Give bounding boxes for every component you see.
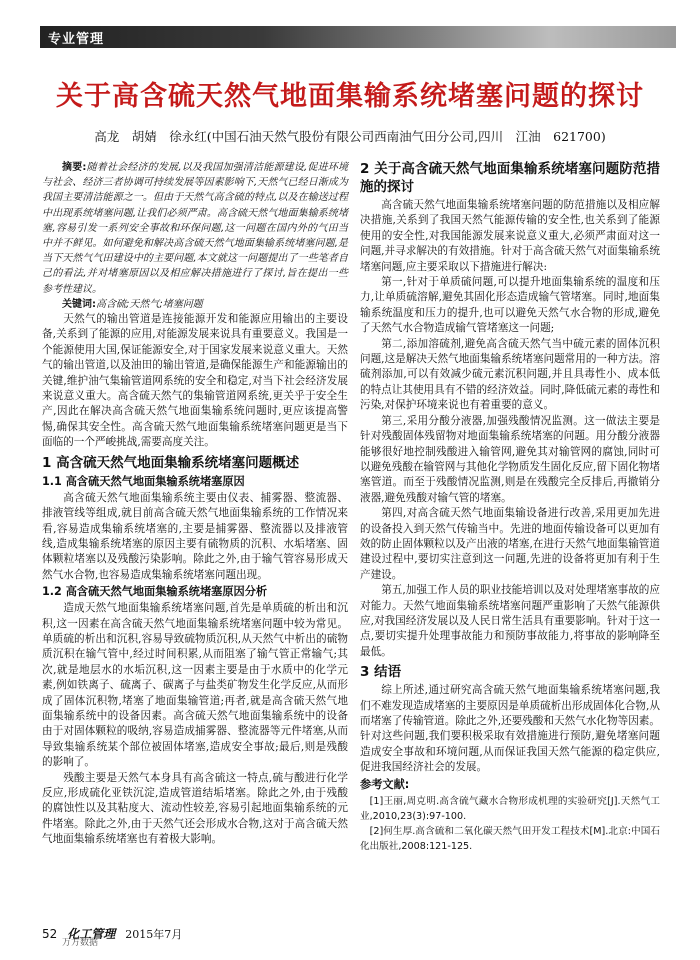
section-2-intro: 高含硫天然气地面集输系统堵塞问题的防范措施以及相应解决措施,关系到了我国天然气能源传输的安全性,也关系到了能源使用的安全性,对我国能源发展来说意义重大,必须严肃面对这一问题,并寻求解决的有效措施。针对于高含硫天然气对面集输系统堵塞问题,应主要采取以下措施进行解决: — [360, 199, 660, 273]
section-1-2-paragraph-a: 造成天然气地面集输系统堵塞问题,首先是单质硫的析出和沉积,这一因素在高含硫天然气地面集输系统堵塞问题中较为常见。单质硫的析出和沉积,容易导致硫物质沉积,从天然气中析出的硫物质沉积在输气管中,经过时间积累,从而阻塞了输气管正常输气;其次,就是地层水的水垢沉积,这一因素主要是由于水质中的化学元素,例如铁离子、硫离子、碳离子与盐类矿物发生化学反应,从而形成了固体沉积物,堵塞了地面集输管道;再者,就是高含硫天然气地面集输系统中的设备因素。高含硫天然气地面集输系统中的设备由于对固体颗粒的吸纳,容易造成捕雾器、整流器等元件堵塞,从而导致集输系统某个部位被固体堵塞,造成安全事故;最后,则是残酸的影响了。 — [42, 602, 348, 769]
section-1-2-paragraph-b: 残酸主要是天然气本身具有高含硫这一特点,硫与酸进行化学反应,形成硫化亚铁沉淀,造成管道结垢堵塞。除此之外,由于残酸的腐蚀性以及其粘度大、流动性较差,容易引起地面集输系统的元件堵塞。除此之外,由于天然气还会形成水合物,这对于高含硫天然气地面集输系统堵塞也有着极大影响。 — [42, 771, 348, 846]
keywords-label: 关键词: — [62, 298, 96, 310]
right-column — [360, 160, 660, 854]
section-2-point-5: 第五,加强工作人员的职业技能培训以及对处理堵塞事故的应对能力。天然气地面集输系统堵塞问题严重影响了天然气能源供应,对我国经济发展以及人民日常生活具有重要影响。针对于这一点,要切实提升处理事故能力和预防事故能力,将事故的影响降至最低。 — [360, 584, 660, 658]
abstract — [42, 160, 348, 297]
section-banner — [40, 26, 676, 48]
authors-affiliation: 高龙 胡婧 徐永红(中国石油天然气股份有限公司西南油气田分公司,四川 江油 621700) — [94, 129, 606, 144]
keywords-text: 高含硫;天然气;堵塞问题 — [96, 298, 203, 310]
section-2-heading: 2 关于高含硫天然气地面集输系统堵塞问题防范措施的探讨 — [360, 161, 660, 195]
section-1-1-paragraph: 高含硫天然气地面集输系统主要由仪表、捕雾器、整流器、排液管线等组成,就目前高含硫天然气地面集输系统的工作情况来看,容易造成集输系统堵塞的,主要是捕雾器、整流器以及排液管线,造成集输系统堵塞的原因主要有硫物质的沉积、水垢堵塞、固体颗粒堵塞以及残酸污染影响。除此之外,由于输气管容易形成天然气水合物,也容易造成集输系统堵塞问题出现。 — [42, 491, 348, 581]
abstract-label: 摘要: — [62, 162, 87, 173]
journal-logo: 化工管理 — [67, 927, 116, 941]
section-3-heading: 3 结语 — [360, 664, 402, 681]
section-1-2-heading: 1.2 高含硫天然气地面集输系统堵塞原因分析 — [42, 585, 268, 599]
conclusion-paragraph: 综上所述,通过研究高含硫天然气地面集输系统堵塞问题,我们不难发现造成堵塞的主要原因是单质硫析出形成固体化合物,从而堵塞了传输管道。除此之外,还要残酸和天然气水化物等因素。针对这些问题,我们要积极采取有效措施进行预防,避免堵塞问题造成安全事故和环境问题,从而保证我国天然气能源的稳定供应,促进我国经济社会的发展。 — [360, 684, 660, 774]
abstract-text: 随着社会经济的发展,以及我国加强清洁能源建设,促进环境与社会、经济三者协调可持续发展等因素影响下,天然气已经日渐成为我国主要清洁能源之一。但由于天然气高含硫的特点,以及在输送过程中出现系统堵塞问题,让我们必须严肃。高含硫天然气地面集输系统堵塞,容易引发一系列安全事故和环保问题,这一问题在国内外的气田当中并不鲜见。如何避免和解决高含硫天然气地面集输系统堵塞问题,是当下天然气气田建设中的主要问题,本文就这一问题提出了一些笔者自己的看法,并对堵塞原因以及相应解决措施进行了探讨,旨在提出一些参考性建议。 — [42, 162, 348, 295]
references-heading: 参考文献: — [360, 777, 410, 791]
issue-date: 2015年7月 — [125, 927, 183, 941]
reference-1: [1]王丽,周克明.高含硫气藏水合物形成机理的实验研究[J].天然气工业,2010,23(3):97-100. — [360, 795, 660, 822]
section-2-point-4: 第四,对高含硫天然气地面集输设备进行改善,采用更加先进的设备投入到天然气传输当中。先进的地面传输设备可以更加有效的防止固体颗粒以及产出液的堵塞,在进行天然气地面集输管道建设过程中,要切实注意到这一问题,先进的设备将更加有利于生产建设。 — [360, 507, 660, 581]
page-number: 52 — [42, 926, 58, 941]
section-2-point-1: 第一,针对于单质硫问题,可以提升地面集输系统的温度和压力,让单质硫溶解,避免其固化形态造成输气管堵塞。同时,地面集输系统温度和压力的提升,也可以避免天然气水合物的形成,避免了天然气水合物造成输气管堵塞这一问题; — [360, 276, 660, 335]
keywords — [42, 297, 348, 312]
watermark: 万方数据 — [62, 938, 99, 948]
section-1-1-heading: 1.1 高含硫天然气地面集输系统堵塞原因 — [42, 474, 245, 488]
section-2-point-3: 第三,采用分酸分液器,加强残酸情况监测。这一做法主要是针对残酸固体残留物对地面集输系统堵塞的问题。用分酸分液器能够很好地控制残酸进入输管网,避免其对输管网的腐蚀,同时可以避免残酸在输管网与其他化学物质发生固化反应,留下固化物堵塞管道。而至于残酸情况监测,则是在残酸完全反排后,再撤销分液器,避免残酸对输气管的堵塞。 — [360, 414, 660, 504]
reference-2: [2]何生厚.高含硫和二氧化碳天然气田开发工程技术[M].北京:中国石化出版社,2008:121-125. — [360, 825, 660, 852]
section-label: 专业管理 — [48, 32, 105, 47]
page-footer — [42, 925, 183, 948]
section-1-heading: 1 高含硫天然气地面集输系统堵塞问题概述 — [42, 454, 300, 471]
left-column — [42, 160, 348, 848]
intro-paragraph: 天然气的输出管道是连接能源开发和能源应用输出的主要设备,关系到了能源的应用,对能源发展来说具有重要意义。我国是一个能源使用大国,保证能源安全,对于国家发展来说意义重大。天然气的输出管道,以及油田的输出管道,是确保能源生产和能源输出的关键,维护油气集输管道网系统的安全和稳定,对当下社会经济发展来说意义重大。高含硫天然气的集输管道网系统,更关乎于安全生产,因此在解决高含硫天然气地面集输系统问题时,更应该提高警惕,确保其安全性。高含硫天然气地面集输系统堵塞问题更是当下面临的一个严峻挑战,需要高度关注。 — [42, 313, 348, 449]
paper-title: 关于高含硫天然气地面集输系统堵塞问题的探讨 — [56, 81, 644, 112]
section-2-point-2: 第二,添加溶硫剂,避免高含硫天然气当中硫元素的固体沉积问题,这是解决天然气地面集输系统堵塞问题常用的一种方法。溶硫剂添加,可以有效减少硫元素沉积问题,并且具毒性小、成本低的特点让其使用具有不错的经济效益。同时,降低硫元素的毒性和污染,对保护环境来说也有着重要的意义。 — [360, 337, 660, 412]
